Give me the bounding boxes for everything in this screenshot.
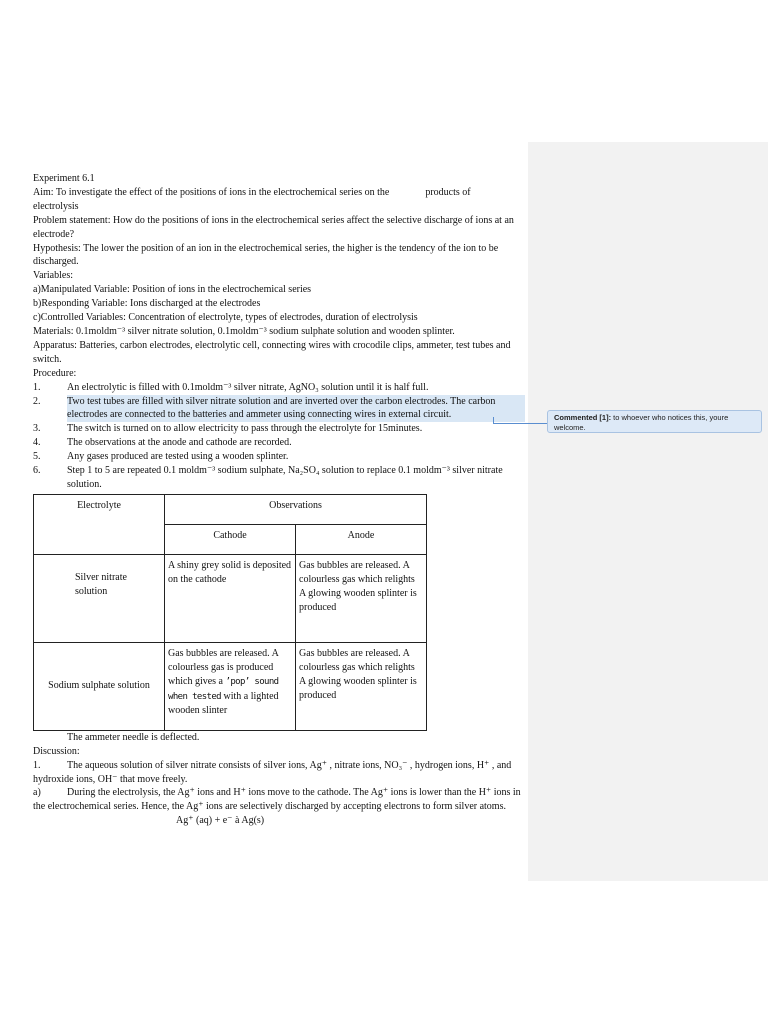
- equation: Ag⁺ (aq) + e⁻ à Ag(s): [176, 815, 265, 827]
- variables-heading: Variables:: [33, 270, 73, 282]
- procedure-step: 1. An electrolytic is filled with 0.1moldm⁻³ silver nitrate, AgNO₃ solution until it is half full.: [33, 381, 429, 393]
- procedure-step: 4. The observations at the anode and cathode are recorded.: [33, 437, 292, 449]
- controlled-variables: c)Controlled Variables: Concentration of electrolyte, types of electrodes, duration of electrolysis: [33, 312, 418, 324]
- document-body: [33, 172, 525, 828]
- comment-label: Commented [1]:: [554, 413, 612, 422]
- silver-nitrate-cathode: A shiny grey solid is deposited on the cathode: [165, 554, 296, 642]
- header-anode: Anode: [296, 524, 427, 554]
- aim-continued: electrolysis: [33, 200, 79, 212]
- comment-connector-line: [493, 423, 548, 424]
- problem-statement: Problem statement: How do the positions of ions in the electrochemical series affect the selective discharge of ions at an electrode?: [33, 214, 514, 240]
- row-sodium-sulphate: Sodium sulphate solution: [34, 642, 165, 730]
- row-silver-nitrate: Silver nitrate solution: [34, 554, 165, 642]
- aim: Aim: To investigate the effect of the positions of ions in the electrochemical series on the products of: [33, 186, 471, 198]
- procedure-step: 3. The switch is turned on to allow electricity to pass through the electrolyte for 15minutes.: [33, 423, 423, 435]
- comment-margin-pane: [528, 142, 768, 881]
- apparatus: Apparatus: Batteries, carbon electrodes, electrolytic cell, connecting wires with crocodile clips, ammeter, test tubes and switch.: [33, 339, 511, 365]
- procedure-heading: Procedure:: [33, 367, 77, 379]
- procedure-step: 6. Step 1 to 5 are repeated 0.1 moldm⁻³ sodium sulphate, Na₂SO₄ solution to replace 0.1 moldm⁻³ silver nitrate solution.: [33, 465, 503, 490]
- responding-variable: b)Responding Variable: Ions discharged at the electrodes: [33, 298, 261, 310]
- comment-text: to whoever who notices this, youre welcome.: [554, 413, 729, 432]
- manipulated-variable: a)Manipulated Variable: Position of ions in the electrochemical series: [33, 284, 312, 296]
- silver-nitrate-anode: Gas bubbles are released. A colourless gas which relights A glowing wooden splinter is produced: [296, 554, 427, 642]
- discussion-1: 1. The aqueous solution of silver nitrate consists of silver ions, Ag⁺ , nitrate ions, NO₃⁻ , hydrogen ions, H⁺ , and hydroxide ions, OH⁻ that move freely.: [33, 759, 512, 785]
- sodium-sulphate-anode: Gas bubbles are released. A colourless gas which relights A glowing wooden splinter is produced: [296, 642, 427, 730]
- sodium-sulphate-cathode: Gas bubbles are released. A colourless gas is produced which gives a ’pop’ sound when tested with a lighted wooden slinter: [165, 642, 296, 730]
- header-observations: Observations: [165, 494, 427, 524]
- procedure-step-highlighted[interactable]: 2. Two test tubes are filled with silver nitrate solution and are inverted over the carbon electrodes. The carbon electrodes are connected to the batteries and ammeter using connecting wires in external circuit.: [33, 395, 525, 423]
- discussion-a: a) During the electrolysis, the Ag⁺ ions and H⁺ ions move to the cathode. The Ag⁺ ions is lower than the H⁺ ions in the electrochemical series. Hence, the Ag⁺ ions are selectively discharged by accepting electrons to form silver atoms.: [33, 787, 521, 813]
- hypothesis: Hypothesis: The lower the position of an ion in the electrochemical series, the higher is the tendency of the ion to be discharged.: [33, 242, 499, 268]
- commented-text: Two test tubes are filled with silver nitrate solution and are inverted over the carbon electrodes. The carbon electrodes are connected to the batteries and ammeter using connecting wires in external circuit.: [67, 395, 525, 423]
- observations-table: [33, 494, 427, 731]
- ammeter-note: The ammeter needle is deflected.: [67, 731, 200, 743]
- experiment-title: Experiment 6.1: [33, 173, 95, 184]
- procedure-step: 5. Any gases produced are tested using a wooden splinter.: [33, 451, 289, 463]
- header-electrolyte: Electrolyte: [34, 494, 165, 554]
- materials: Materials: 0.1moldm⁻³ silver nitrate solution, 0.1moldm⁻³ sodium sulphate solution and wooden splinter.: [33, 325, 455, 337]
- header-cathode: Cathode: [165, 524, 296, 554]
- discussion-heading: Discussion:: [33, 745, 80, 757]
- comment-bubble[interactable]: [547, 410, 762, 433]
